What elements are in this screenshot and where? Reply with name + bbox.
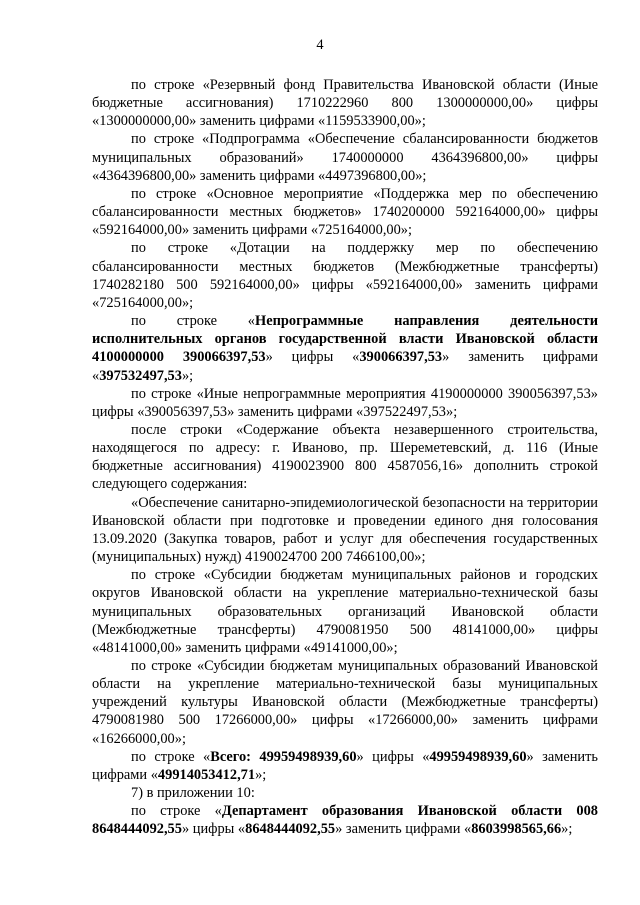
page-number: 4 [316,37,324,53]
text-run: по строке «Подпрограмма «Обеспечение сбалансированности бюджетов муниципальных образований» 1740000000 4364396800,00» цифры «4364396800,00» заменить цифрами «4497396800,00»; [92,131,598,184]
paragraph [92,76,598,130]
text-run: по строке «Основное мероприятие «Поддержка мер по обеспечению сбалансированности местных бюджетов» 1740200000 592164000,00» цифры «592164000,00» заменить цифрами «725164000,00»; [92,185,598,239]
paragraph [92,657,598,748]
paragraph [92,802,598,838]
document-body [92,76,598,839]
paragraph [92,130,598,184]
text-run: » заменить цифрами « [92,748,598,783]
bold-text: 8648444092,55 [245,821,336,838]
text-run: по строке «Субсидии бюджетам муниципальных образований Ивановской области на укрепление материально-технической базы муниципальных учреждений культуры Ивановской области (Межбюджетные трансферты) 4790081980 500 17266000,00» цифры «17266000,00» заменить цифрами «16266000,00»; [92,658,598,747]
paragraph [92,494,598,567]
paragraph [92,239,598,312]
paragraph [92,784,598,802]
bold-text: Департамент образования Ивановской области 008 8648444092,55 [92,803,598,838]
text-run: по строке « [131,313,255,330]
text-run: »; [561,821,573,838]
bold-text: 8603998565,66 [471,821,562,838]
paragraph [92,748,598,784]
text-run: »; [181,367,194,384]
text-run: после строки «Содержание объекта незавершенного строительства, находящегося по адресу: г. Иваново, пр. Шереметевский, д. 116 (Иные бюджетные ассигнования) 4190023900 800 4587056,16» дополнить строкой следующего содержания: [92,421,598,493]
text-run: »; [255,766,267,783]
text-run: » цифры « [356,748,430,765]
text-run: 7) в приложении 10: [131,785,255,802]
text-run: » заменить цифрами « [92,349,599,384]
text-run: по строке «Резервный фонд Правительства Ивановской области (Иные бюджетные ассигнования) 1710222960 800 1300000000,00» цифры «1300000000,00» заменить цифрами «1159533900,00»; [92,77,598,130]
text-run: по строке « [131,748,211,765]
bold-text: 49914053412,71 [157,766,256,783]
bold-text: 397532497,53 [99,367,182,384]
text-run: » цифры « [265,349,360,366]
text-run: по строке «Субсидии бюджетам муниципальных районов и городских округов Ивановской области на укрепление материально-технической базы муниципальных образовательных организаций Ивановской области (Межбюджетные трансферты) 4790081950 500 48141000,00» цифры «48141000,00» заменить цифрами «49141000,00»; [92,567,598,656]
text-run: по строке «Иные непрограммные мероприятия 4190000000 390056397,53» цифры «390056397,53» заменить цифрами «397522497,53»; [92,385,598,420]
paragraph [92,312,598,385]
text-run: » заменить цифрами « [335,821,472,838]
bold-text: 390066397,53 [359,349,443,366]
paragraph [92,566,598,657]
text-run: по строке « [131,803,222,820]
bold-text: Всего: 49959498939,60 [210,748,357,765]
bold-text: 49959498939,60 [429,748,527,765]
paragraph [92,185,598,239]
text-run: » цифры « [181,821,246,838]
paragraph [92,385,598,421]
text-run: по строке «Дотации на поддержку мер по обеспечению сбалансированности местных бюджетов (Межбюджетные трансферты) 1740282180 500 592164000,00» цифры «592164000,00» заменить цифрами «725164000,00»; [92,240,598,311]
bold-text: Непрограммные направления деятельности исполнительных органов государственной власти Ивановской области 4100000000 390066397,53 [92,313,598,366]
paragraph [92,421,598,494]
text-run: «Обеспечение санитарно-эпидемиологической безопасности на территории Ивановской области при подготовке и проведении единого дня голосования 13.09.2020 (Закупка товаров, работ и услуг для обеспечения государственных (муниципальных) нужд) 4190024700 200 7466100,00»; [92,494,598,566]
